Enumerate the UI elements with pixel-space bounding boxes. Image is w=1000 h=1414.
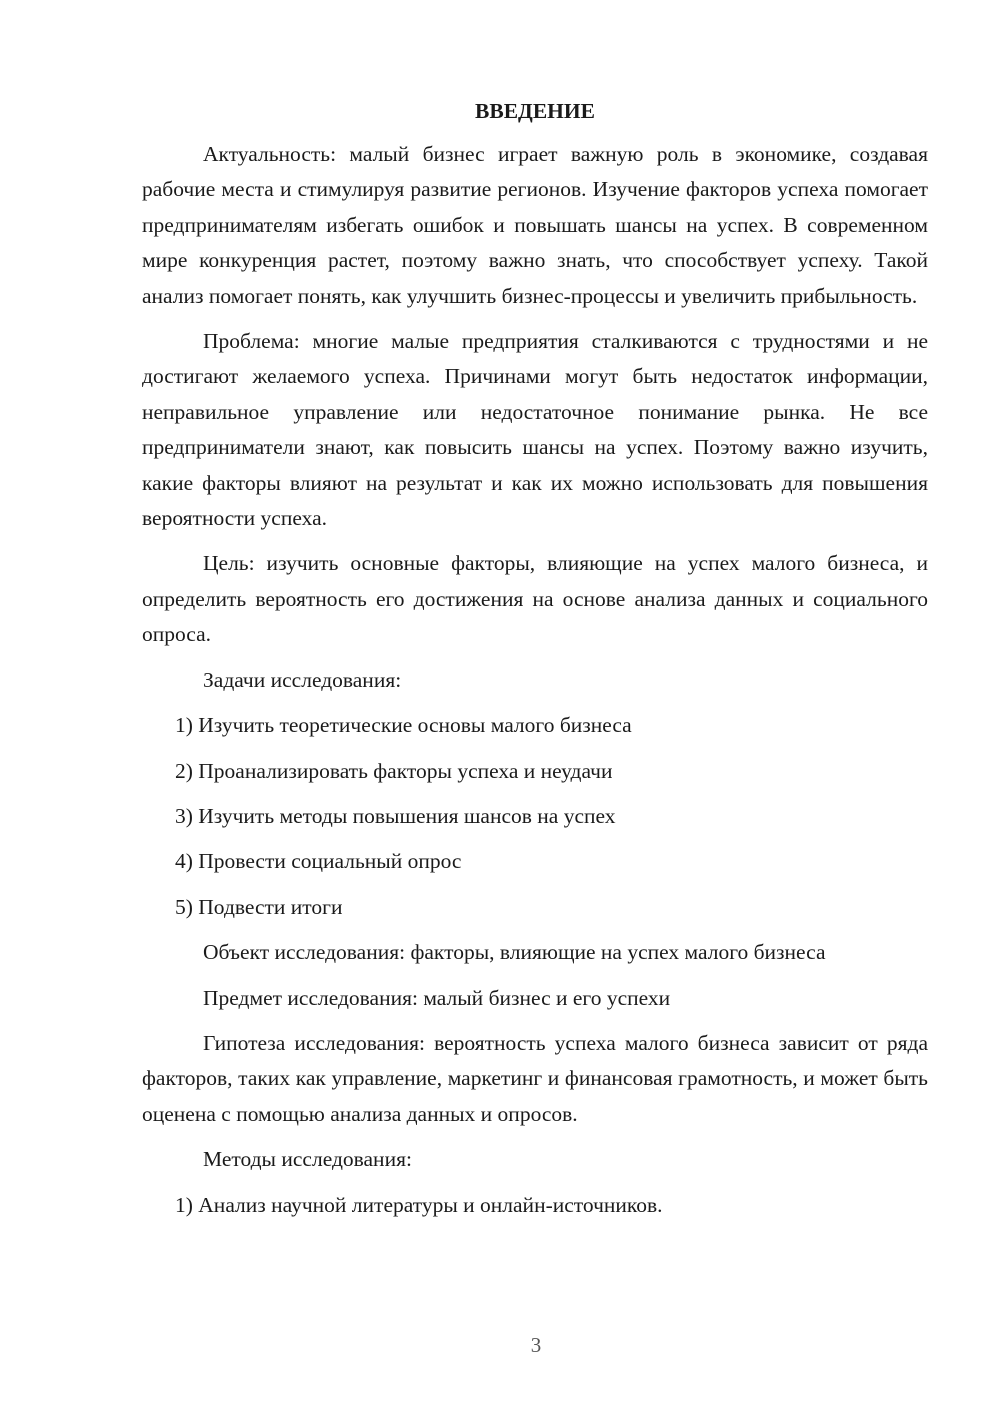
section-title: ВВЕДЕНИЕ [475, 99, 595, 123]
method-item: 1) Анализ научной литературы и онлайн-источников. [175, 1192, 663, 1217]
problem-paragraph: Проблема: многие малые предприятия сталкиваются с трудностями и не достигают желаемого успеха. Причинами могут быть недостаток информации, неправильное управление или недостаточное понимание рынка. Не все предприниматели знают, как повысить шансы на успех. Поэтому важно изучить, какие факторы влияют на результат и как их можно использовать для повышения вероятности успеха. [142, 329, 928, 531]
task-item: 4) Провести социальный опрос [175, 849, 462, 874]
tasks-heading: Задачи исследования: [203, 667, 402, 692]
task-item: 1) Изучить теоретические основы малого бизнеса [175, 713, 632, 738]
research-object: Объект исследования: факторы, влияющие на успех малого бизнеса [203, 940, 826, 965]
document-page [142, 94, 928, 1233]
research-subject: Предмет исследования: малый бизнес и его успехи [203, 985, 671, 1010]
hypothesis-paragraph: Гипотеза исследования: вероятность успеха малого бизнеса зависит от ряда факторов, таких как управление, маркетинг и финансовая грамотность, и может быть оценена с помощью анализа данных и опросов. [142, 1030, 928, 1126]
goal-paragraph: Цель: изучить основные факторы, влияющие на успех малого бизнеса, и определить вероятность его достижения на основе анализа данных и социального опроса. [142, 551, 928, 647]
task-item: 3) Изучить методы повышения шансов на успех [175, 803, 616, 828]
methods-heading: Методы исследования: [203, 1147, 412, 1172]
task-item: 5) Подвести итоги [175, 894, 343, 919]
task-item: 2) Проанализировать факторы успеха и неудачи [175, 758, 613, 783]
relevance-paragraph: Актуальность: малый бизнес играет важную роль в экономике, создавая рабочие места и стимулируя развитие регионов. Изучение факторов успеха помогает предпринимателям избегать ошибок и повышать шансы на успех. В современном мире конкуренция растет, поэтому важно знать, что способствует успеху. Такой анализ помогает понять, как улучшить бизнес-процессы и увеличить прибыльность. [142, 142, 928, 308]
page-number: 3 [530, 1333, 542, 1357]
